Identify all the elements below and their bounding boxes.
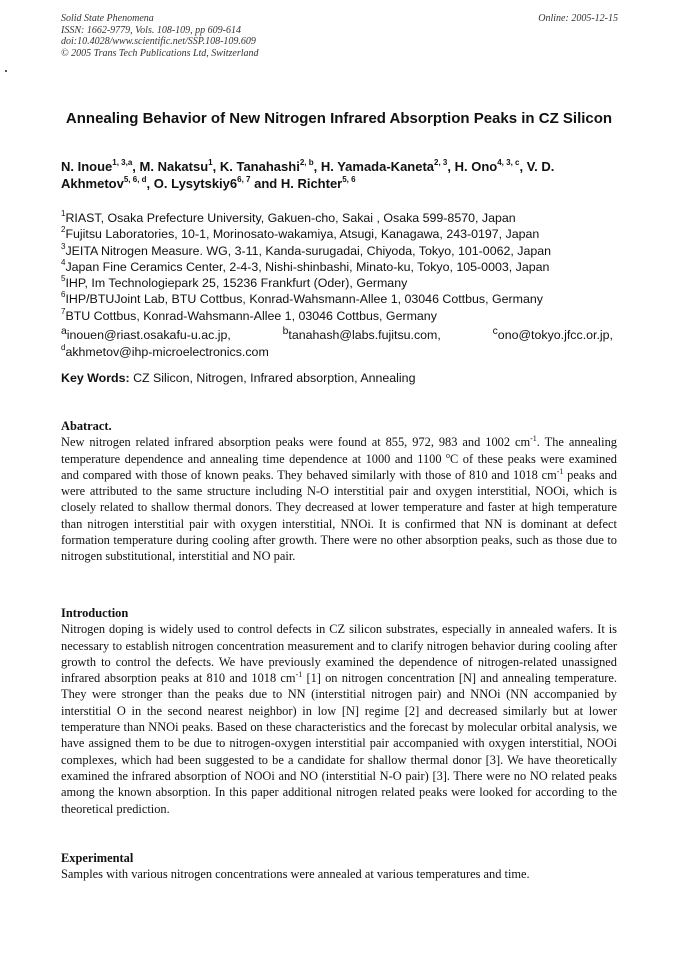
affiliation: $^1$RIAST, Osaka Prefecture University, Gakuen-cho, Sakai , Osaka 599-8570, Japan: [61, 209, 516, 225]
author: K. Tanahashi$^{2, b}$: [219, 158, 314, 174]
email-link[interactable]: $^b$tanahash@labs.fujitsu.com,: [282, 326, 441, 343]
paper-title: Annealing Behavior of New Nitrogen Infrared Absorption Peaks in CZ Silicon: [65, 110, 613, 127]
introduction-section: [61, 605, 617, 817]
email-link[interactable]: $^d$akhmetov@ihp-microelectronics.com: [61, 342, 269, 359]
email-link[interactable]: $^a$inouen@riast.osakafu-u.ac.jp,: [61, 326, 231, 343]
journal-header: [61, 13, 259, 59]
doi-line[interactable]: doi:10.4028/www.scientific.net/SSP.108-109.609: [61, 36, 256, 47]
affiliation: $^7$BTU Cottbus, Konrad-Wahsmann-Allee 1, 03046 Cottbus, Germany: [61, 306, 437, 323]
abstract-heading: Abatract.: [61, 419, 112, 433]
author: H. Yamada-Kaneta$^{2, 3}$: [320, 158, 448, 174]
abstract-section: [61, 418, 617, 565]
experimental-section: [61, 850, 617, 883]
email-row: [61, 324, 621, 343]
experimental-heading: Experimental: [61, 851, 134, 865]
scan-speck: [5, 70, 7, 72]
copyright-line: © 2005 Trans Tech Publications Ltd, Switzerland: [61, 47, 259, 59]
author: V. D. Akhmetov$^{5, 6, d}$: [61, 159, 555, 191]
affiliation: $^3$JEITA Nitrogen Measure. WG, 3-11, Kanda-surugadai, Chiyoda, Tokyo, 101-0062, Japan: [61, 241, 552, 258]
introduction-body: Nitrogen doping is widely used to control defects in CZ silicon substrates, especially in annealed wafers. It is necessary to establish nitrogen concentration measurement and to clarify nitrogen behavior during cooling after growth to control the defects. We have previously examined the dependence of nitrogen-related unassigned infrared absorption peaks at 810 and 1018 $cm^{-1}$ [1] on nitrogen concentration [N] and annealing temperature. They were stronger than the peaks due to NN (interstitial nitrogen pair) and NNOi (NN accompanied by interstitial O in the second nearest neighbor) in low [N] regime [2] and decreased similarly but at lower temperature than NNOi peaks. Based on these characteristics and the forecast by molecular orbital analysis, we have assigned them to be due to nitrogen-oxygen interstitial pair accompanied with oxygen interstitial, NOOi complexes, which had been suggested to be a candidate for shallow thermal donor [3]. We have theoretically examined the infrared absorption of NOOi and NO (interstitial N-O pair) [3]. There were no NO related peaks among the known absorption. In this paper additional nitrogen related peaks were looked for according to the theoretical prediction.: [61, 622, 618, 816]
author: M. Nakatsu$^1$: [139, 158, 213, 174]
affiliation: $^4$Japan Fine Ceramics Center, 2-4-3, Nishi-shinbashi, Minato-ku, Tokyo, 105-0003, Japan: [61, 257, 550, 274]
affiliation-list: [61, 210, 621, 360]
online-date: Online: 2005-12-15: [538, 13, 618, 24]
abstract-body: New nitrogen related infrared absorption peaks were found at 855, 972, 983 and 1002 $cm^{-1}$. The annealing temperature dependence and annealing time dependence at 1000 and 1100 $^o$C of these peaks were examined and compared with those of known peaks. They behaved similarly with those of 810 and 1018 $cm^{-1}$ peaks and were attributed to the same structure including N-O interstitial pair and oxygen interstitial, NOOi, which is closely related to shallow thermal donors. They decreased at lower temperature and faster at high temperature than nitrogen interstitial pair with oxygen interstitial, NNOi. It is confirmed that NN is dominant at defect formation temperature during cooling after growth. There were no other absorption peaks, such as those due to nitrogen substitutional, interstitial and NO pair.: [61, 434, 617, 564]
affiliation: $^5$IHP, Im Technologiepark 25, 15236 Frankfurt (Oder), Germany: [61, 274, 408, 291]
experimental-body: Samples with various nitrogen concentrations were annealed at various temperatures and time.: [61, 867, 530, 882]
issn-line: ISSN: 1662-9779, Vols. 108-109, pp 609-614: [61, 24, 241, 36]
email-link[interactable]: $^c$ono@tokyo.jfcc.or.jp,: [492, 326, 613, 343]
author-list: N. Inoue$^{1, 3,a}$, M. Nakatsu$^1$, K. Tanahashi$^{2, b}$, H. Yamada-Kaneta$^{2, 3}$, H. Ono$^{4, 3, c}$, V. D. Akhmetov$^{5, 6, d}$, O. Lysytskiy6$^{6, 7}$ and H. Richter$^{5, 6}$: [61, 158, 555, 191]
introduction-heading: Introduction: [61, 606, 129, 620]
author: H. Ono$^{4, 3, c}$: [454, 158, 520, 174]
author: O. Lysytskiy6$^{6, 7}$: [153, 175, 251, 191]
author: H. Richter$^{5, 6}$: [280, 175, 356, 191]
keywords-label: Key Words:: [61, 371, 130, 385]
affiliation: $^2$Fujitsu Laboratories, 10-1, Morinosato-wakamiya, Atsugi, Kanagawa, 243-0197, Japan: [61, 225, 540, 242]
keywords: [61, 371, 415, 385]
keywords-text: CZ Silicon, Nitrogen, Infrared absorption, Annealing: [129, 371, 416, 385]
author: N. Inoue$^{1, 3,a}$: [61, 158, 133, 174]
journal-name: Solid State Phenomena: [61, 13, 154, 24]
affiliation: $^6$IHP/BTUJoint Lab, BTU Cottbus, Konrad-Wahsmann-Allee 1, 03046 Cottbus, Germany: [61, 290, 543, 307]
